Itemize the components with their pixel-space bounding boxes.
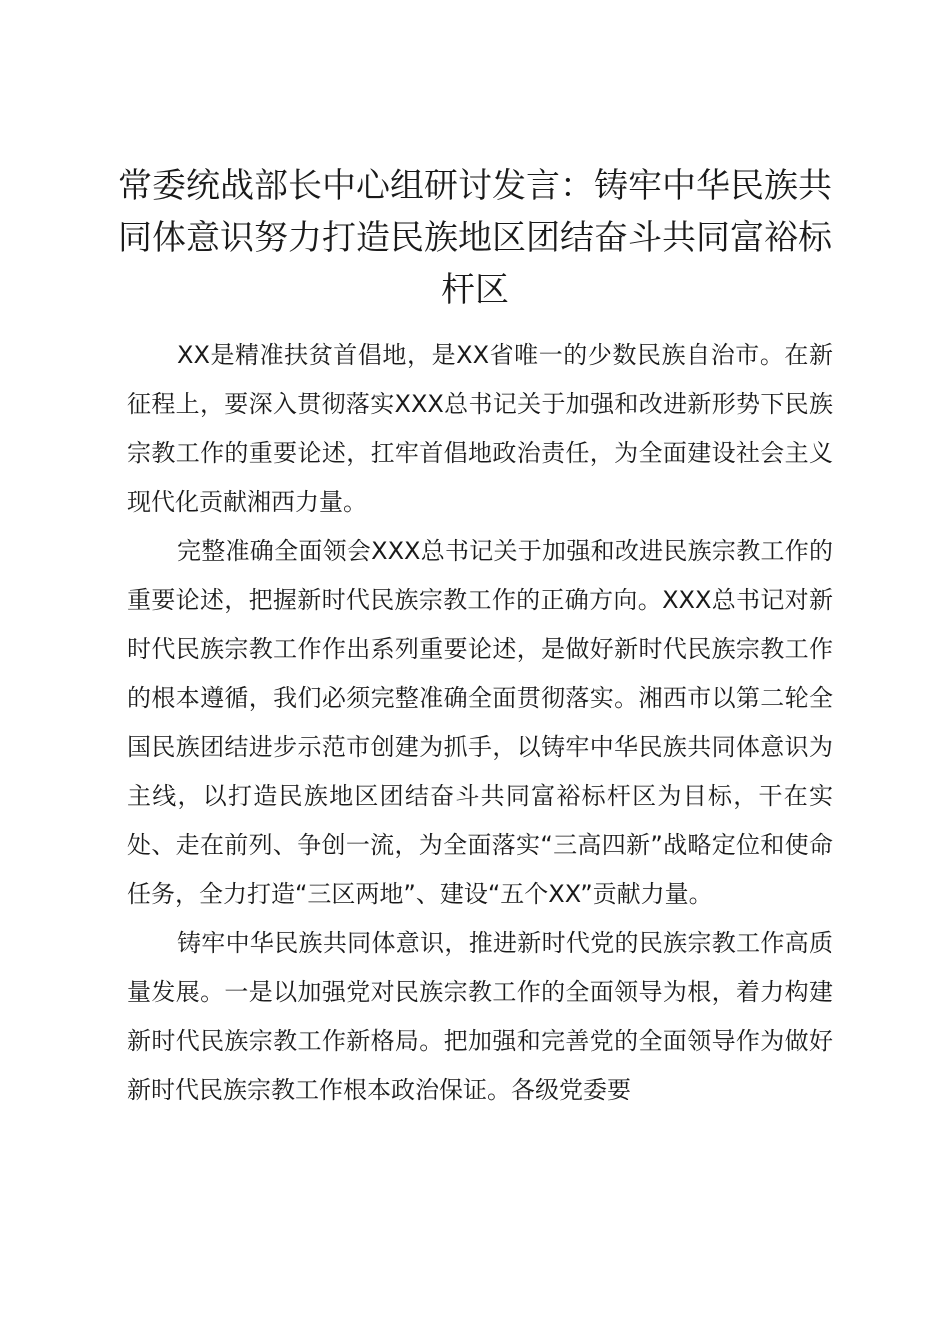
- document-title: 常委统战部长中心组研讨发言：铸牢中华民族共同体意识努力打造民族地区团结奋斗共同富裕标杆区: [118, 166, 832, 310]
- document-body: [127, 331, 833, 1115]
- paragraph-1: XX是精准扶贫首倡地，是XX省唯一的少数民族自治市。在新征程上，要深入贯彻落实XXX总书记关于加强和改进新形势下民族宗教工作的重要论述，扛牢首倡地政治责任，为全面建设社会主义现代化贡献湘西力量。: [127, 341, 833, 516]
- paragraph-3: 铸牢中华民族共同体意识，推进新时代党的民族宗教工作高质量发展。一是以加强党对民族宗教工作的全面领导为根，着力构建新时代民族宗教工作新格局。把加强和完善党的全面领导作为做好新时代民族宗教工作根本政治保证。各级党委要: [127, 929, 833, 1104]
- paragraph-2: 完整准确全面领会XXX总书记关于加强和改进民族宗教工作的重要论述，把握新时代民族宗教工作的正确方向。XXX总书记对新时代民族宗教工作作出系列重要论述，是做好新时代民族宗教工作的根本遵循，我们必须完整准确全面贯彻落实。湘西市以第二轮全国民族团结进步示范市创建为抓手，以铸牢中华民族共同体意识为主线，以打造民族地区团结奋斗共同富裕标杆区为目标，干在实处、走在前列、争创一流，为全面落实“三高四新”战略定位和使命任务，全力打造“三区两地”、建设“五个XX”贡献力量。: [127, 537, 833, 908]
